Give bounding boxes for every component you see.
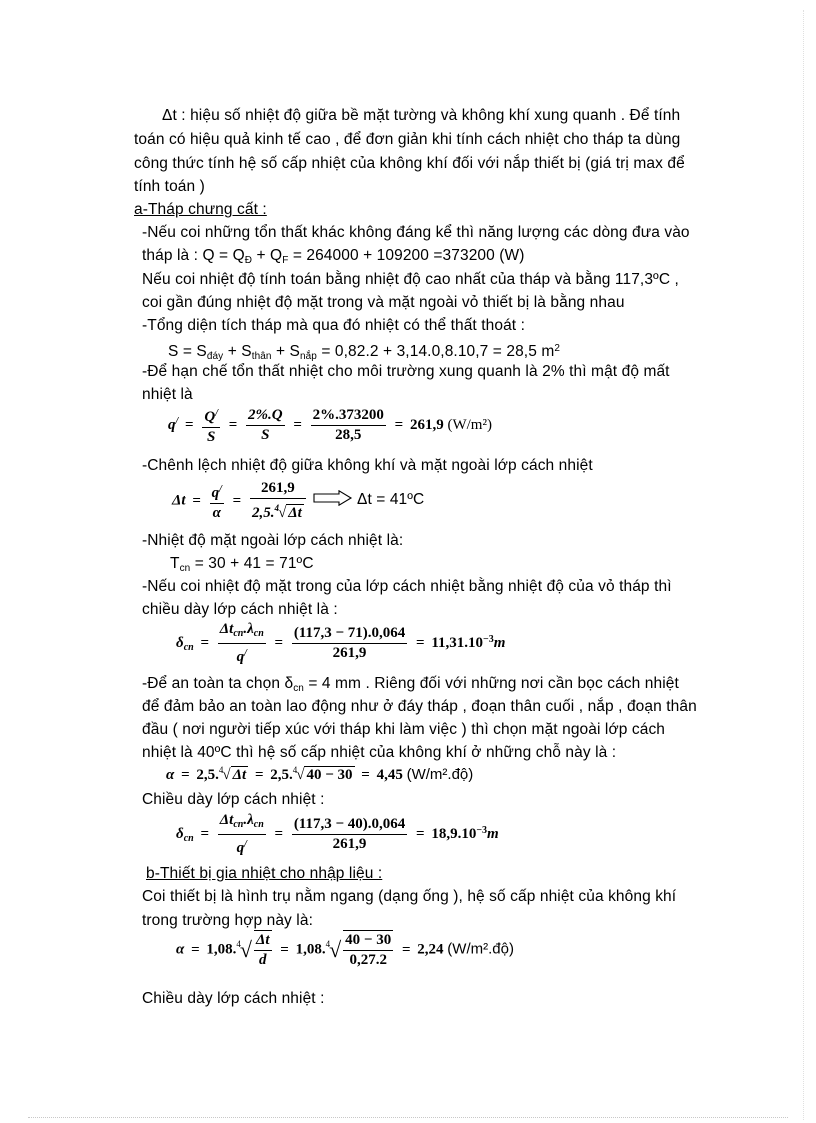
paragraph-line: Nếu coi nhiệt độ tính toán bằng nhiệt độ cao nhất của tháp và bằng 117,3ºC , <box>142 271 679 288</box>
formula-alpha-1: α = 2,5.$^4$√ Δt = 2,5.$^4$√ 40 − 30 = 4,45 (W/m².độ) <box>166 765 474 784</box>
paragraph-line: -Để an toàn ta chọn $\delta_{cn} = 4$ mm . Riêng đối với những nơi cần bọc cách nhiệt <box>142 675 679 694</box>
paragraph-line: -Chênh lệch nhiệt độ giữa không khí và mặt ngoài lớp cách nhiệt <box>142 457 593 474</box>
paragraph-line: toán có hiệu quả kinh tế cao , để đơn giản khi tính cách nhiệt cho tháp ta dùng <box>134 131 681 148</box>
paragraph-line: Chiều dày lớp cách nhiệt : <box>142 791 325 808</box>
paragraph-line: công thức tính hệ số cấp nhiệt của không khí đối với nắp thiết bị (giá trị max để <box>134 155 685 172</box>
paragraph-line: trong trường hợp này là: <box>142 912 313 929</box>
paragraph-line: nhiệt là 40ºC thì hệ số cấp nhiệt của không khí ở những chỗ này là : <box>142 744 617 761</box>
section-heading-b: b-Thiết bị gia nhiệt cho nhập liệu : <box>146 865 383 882</box>
paragraph-line: coi gần đúng nhiệt độ mặt trong và mặt ngoài vỏ thiết bị là bằng nhau <box>142 294 625 311</box>
formula-alpha-2: α = 1,08.$^4$√ $\frac{\Delta t}{d}$ = 1,08.$^4$√ $\frac{40 - 30}{0,27.2}$ = 2,24 (W/m².độ) <box>176 932 514 968</box>
paragraph-line: Δt : hiệu số nhiệt độ giữa bề mặt tường và không khí xung quanh . Để tính <box>162 107 681 124</box>
energy-equation-line: tháp là : $Q = Q_Đ + Q_F = 264000 + 109200 =373200$ (W) <box>142 247 525 266</box>
paragraph-line: Chiều dày lớp cách nhiệt : <box>142 990 325 1007</box>
page-bottom-border <box>28 1117 788 1118</box>
section-heading-a: a-Tháp chưng cất : <box>134 201 267 218</box>
formula-thickness-2: $\delta_{cn}$ = $\frac{\Delta t_{cn}.\lambda_{cn}}{q^/}$ = $\frac{(117,3 - 40).0,064}{261,9}$ = $18,9.10^{-3}m$ <box>176 812 499 856</box>
formula-heat-flux: q/ = $\frac{Q^/}{S}$ = $\frac{2\%.Q}{S}$ = $\frac{2\%.373200}{28,5}$ = 261,9 (W/m²) <box>168 404 492 447</box>
area-equation-line: $S = S_{đáy} + S_{thân} + S_{nắp} = 0,82.2 + 3,14.0,8.10,7 = 28,5$ $m^2$ <box>168 343 561 362</box>
paragraph-line: đầu ( nơi người tiếp xúc với tháp khi làm việc ) thì chọn mặt ngoài lớp cách <box>142 721 666 738</box>
paragraph-line: để đảm bảo an toàn lao động như ở đáy tháp , đoạn thân cuối , nắp , đoạn thân <box>142 698 697 715</box>
page-right-border <box>803 10 804 1120</box>
paragraph-line: -Nếu coi nhiệt độ mặt trong của lớp cách nhiệt bằng nhiệt độ của vỏ tháp thì <box>142 578 672 595</box>
delta-t-result: Δt = 41ºC <box>357 491 425 508</box>
paragraph-line: -Tổng diện tích tháp mà qua đó nhiệt có thể thất thoát : <box>142 317 526 334</box>
formula-delta-t: Δt = $\frac{q^/}{\alpha}$ = $\frac{261,9}{2,5.^4√ \Delta t}$ <box>172 479 308 523</box>
implies-arrow-icon <box>313 490 353 506</box>
paragraph-line: -Nhiệt độ mặt ngoài lớp cách nhiệt là: <box>142 532 404 549</box>
formula-thickness-1: $\delta_{cn}$ = $\frac{\Delta t_{cn}.\lambda_{cn}}{q^/}$ = $\frac{(117,3 - 71).0,064}{261,9}$ = $11,31.10^{-3}m$ <box>176 621 506 665</box>
paragraph-line: chiều dày lớp cách nhiệt là : <box>142 601 338 618</box>
paragraph-line: Coi thiết bị là hình trụ nằm ngang (dạng ống ), hệ số cấp nhiệt của không khí <box>142 888 677 905</box>
paragraph-line: -Nếu coi những tổn thất khác không đáng kể thì năng lượng các dòng đưa vào <box>142 224 690 241</box>
paragraph-line: nhiệt là <box>142 386 193 403</box>
tcn-equation-line: $T_{cn} = 30 + 41$ = 71ºC <box>170 555 314 574</box>
paragraph-line: tính toán ) <box>134 178 205 195</box>
paragraph-line: -Để hạn chế tổn thất nhiệt cho môi trường xung quanh là 2% thì mật độ mất <box>142 363 670 380</box>
